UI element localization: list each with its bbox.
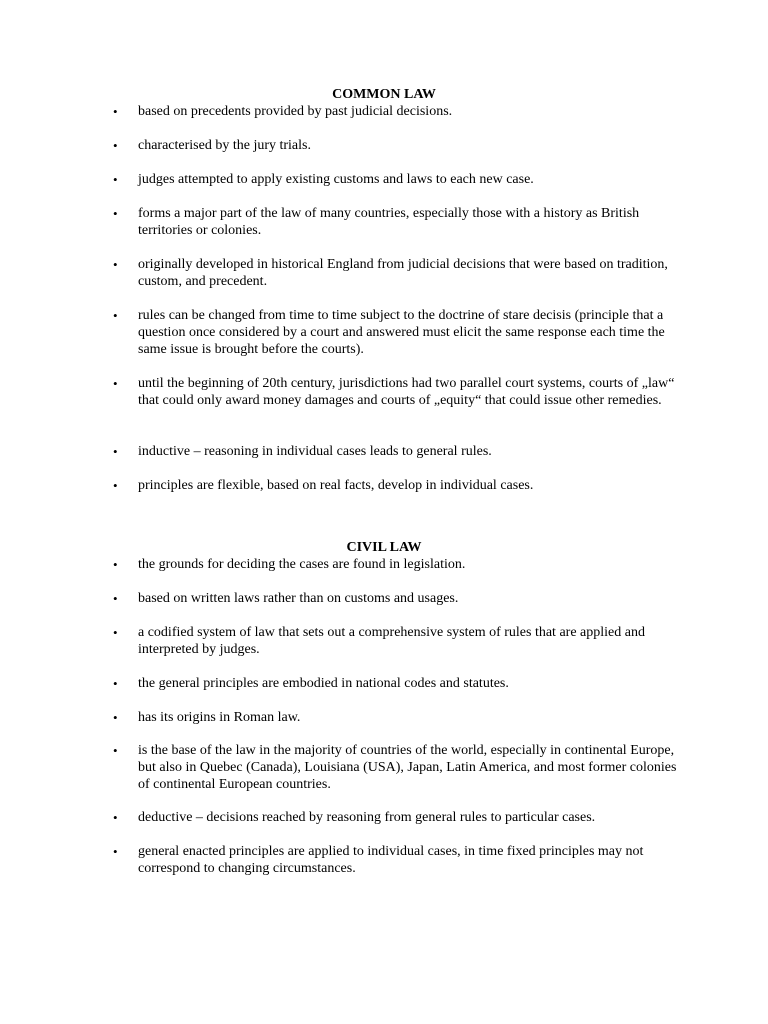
- bullet-icon: •: [113, 172, 118, 187]
- bullet-icon: •: [113, 104, 118, 119]
- list-item-text: general enacted principles are applied to individual cases, in time fixed principles may not correspond to changing circumstances.: [138, 844, 644, 876]
- bullet-icon: •: [113, 478, 118, 493]
- list-item-text: based on written laws rather than on customs and usages.: [138, 591, 459, 606]
- list-item-text: forms a major part of the law of many countries, especially those with a history as British territories or colonies.: [138, 206, 640, 238]
- list-item-text: the general principles are embodied in national codes and statutes.: [138, 676, 509, 691]
- section-title-civil-law: CIVIL LAW: [346, 540, 422, 555]
- list-item-text: based on precedents provided by past judicial decisions.: [138, 104, 453, 119]
- list-item-text: has its origins in Roman law.: [138, 710, 301, 725]
- list-item-text: principles are flexible, based on real facts, develop in individual cases.: [138, 478, 534, 493]
- bullet-icon: •: [113, 710, 118, 725]
- list-item-text: originally developed in historical England from judicial decisions that were based on tradition, custom, and precedent.: [138, 257, 668, 289]
- bullet-icon: •: [113, 557, 118, 572]
- bullet-icon: •: [113, 844, 118, 859]
- list-item-text: judges attempted to apply existing customs and laws to each new case.: [138, 172, 534, 187]
- list-item-text: a codified system of law that sets out a comprehensive system of rules that are applied and interpreted by judges.: [138, 625, 645, 657]
- list-item-text: rules can be changed from time to time subject to the doctrine of stare decisis (principle that a question once considered by a court and answered must elicit the same response each time the same issue is brought before the courts).: [138, 308, 665, 357]
- list-item-text: the grounds for deciding the cases are found in legislation.: [138, 557, 466, 572]
- bullet-icon: •: [113, 743, 118, 758]
- bullet-icon: •: [113, 308, 118, 323]
- list-item-text: is the base of the law in the majority of countries of the world, especially in continental Europe, but also in Quebec (Canada), Louisiana (USA), Japan, Latin America, and most former colonies of continental European countries.: [138, 743, 677, 792]
- list-item-text: until the beginning of 20th century, jurisdictions had two parallel court systems, courts of „law“ that could only award money damages and courts of „equity“ that could issue other remedies.: [138, 376, 675, 408]
- list-item-text: inductive – reasoning in individual cases leads to general rules.: [138, 444, 492, 459]
- bullet-icon: •: [113, 376, 118, 391]
- section-title-common-law: COMMON LAW: [332, 87, 436, 102]
- bullet-icon: •: [113, 810, 118, 825]
- bullet-icon: •: [113, 257, 118, 272]
- bullet-icon: •: [113, 625, 118, 640]
- bullet-icon: •: [113, 206, 118, 221]
- list-item-text: deductive – decisions reached by reasoning from general rules to particular cases.: [138, 810, 596, 825]
- bullet-icon: •: [113, 591, 118, 606]
- list-item-text: characterised by the jury trials.: [138, 138, 311, 153]
- bullet-icon: •: [113, 138, 118, 153]
- bullet-icon: •: [113, 444, 118, 459]
- bullet-icon: •: [113, 676, 118, 691]
